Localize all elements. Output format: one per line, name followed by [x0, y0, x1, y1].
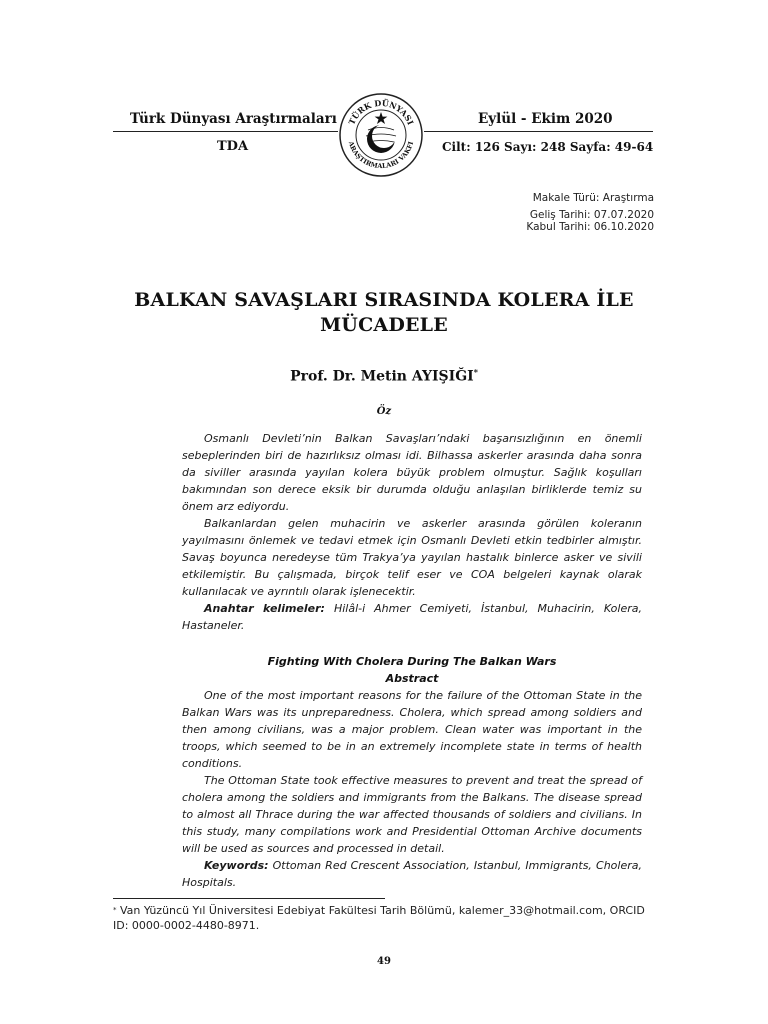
title-line-2: MÜCADELE [320, 314, 448, 336]
journal-abbr: TDA [217, 139, 249, 154]
volume-info: Cilt: 126 Sayı: 248 Sayfa: 49-64 [442, 140, 654, 154]
oz-paragraph-1: Osmanlı Devleti’nin Balkan Savaşları’ndaki başarısızlığının en önemli sebeplerinden biri de hazırlıksız olması idi. Bilhassa askerler arasında daha sonra da siviller arasında yayılan kolera büyük problem olmuştur. Sağlık koşulları bakımından son derece eksik bir durumda olduğu anlaşılan birliklerde temiz su önem arz ediyordu. [182, 432, 642, 513]
page-number: 49 [377, 956, 391, 967]
abstract-heading: Abstract [385, 672, 439, 685]
footnote [113, 903, 653, 933]
article-title [100, 288, 668, 338]
oz-keywords-label: Anahtar kelimeler: [204, 602, 325, 615]
oz-heading: Öz [376, 406, 392, 417]
oz-paragraph-2: Balkanlardan gelen muhacirin ve askerler arasında görülen koleranın yayılmasını önlemek ve tedavi etmek için Osmanlı Devleti etkin tedbirler almıştır. Savaş boyunca neredeyse tüm Trakya’ya yayılan hastalık binlerce asker ve sivili etkilemiştir. Bu çalışmada, birçok telif eser ve COA belgeleri kaynak olarak kullanılacak ve ayrıntılı olarak işlenecektir. [182, 517, 642, 598]
footnote-text: Van Yüzüncü Yıl Üniversitesi Edebiyat Fakültesi Tarih Bölümü, kalemer_33@hotmail.com, ORCID ID: 0000-0002-4480-8971. [113, 904, 645, 932]
abstract-paragraph-2: The Ottoman State took effective measures to prevent and treat the spread of cholera among the soldiers and immigrants from the Balkans. The disease spread to almost all Thrace during the war affected thousands of soldiers and civilians. In this study, many compilations work and Presidential Ottoman Archive documents will be used as sources and processed in detail. [182, 774, 642, 855]
title-line-1: BALKAN SAVAŞLARI SIRASINDA KOLERA İLE [134, 289, 634, 311]
oz-keywords [182, 600, 642, 634]
abstract-keywords [182, 857, 642, 891]
foundation-logo [338, 92, 424, 178]
accepted-date: Kabul Tarihi: 06.10.2020 [526, 221, 654, 233]
abstract-body [182, 687, 642, 891]
abstract-keywords-label: Keywords: [204, 859, 269, 872]
journal-name: Türk Dünyası Araştırmaları [130, 111, 337, 127]
author [100, 367, 668, 385]
footnote-rule [113, 898, 385, 899]
footnote-mark: * [113, 906, 117, 914]
author-name: Prof. Dr. Metin AYIŞIĞI [290, 368, 474, 385]
logo-text-top: TÜRK DÜNYASI [346, 97, 416, 127]
abstract-paragraph-1: One of the most important reasons for the failure of the Ottoman State in the Balkan Wars was its unpreparedness. Cholera, which spread among soldiers and then among civilians, was a major problem. Clean water was important in the troops, which seemed to be in an extremely incomplete state in terms of health conditions. [182, 689, 642, 770]
logo-seal-icon [338, 92, 424, 178]
author-footnote-mark: * [473, 367, 478, 377]
oz-body [182, 430, 642, 634]
received-date: Geliş Tarihi: 07.07.2020 [529, 209, 654, 221]
logo-text-bottom: ARAŞTIRMALARI VAKFI [346, 140, 416, 171]
abstract-title: Fighting With Cholera During The Balkan Wars [267, 655, 557, 668]
oz-keywords-list: Hilâl-i Ahmer Cemiyeti, İstanbul, Muhacirin, Kolera, Hastaneler. [182, 602, 642, 632]
issue-date: Eylül - Ekim 2020 [478, 111, 613, 127]
abstract-keywords-list: Ottoman Red Crescent Association, Istanbul, Immigrants, Cholera, Hospitals. [182, 859, 642, 889]
article-type: Makale Türü: Araştırma [532, 192, 654, 204]
